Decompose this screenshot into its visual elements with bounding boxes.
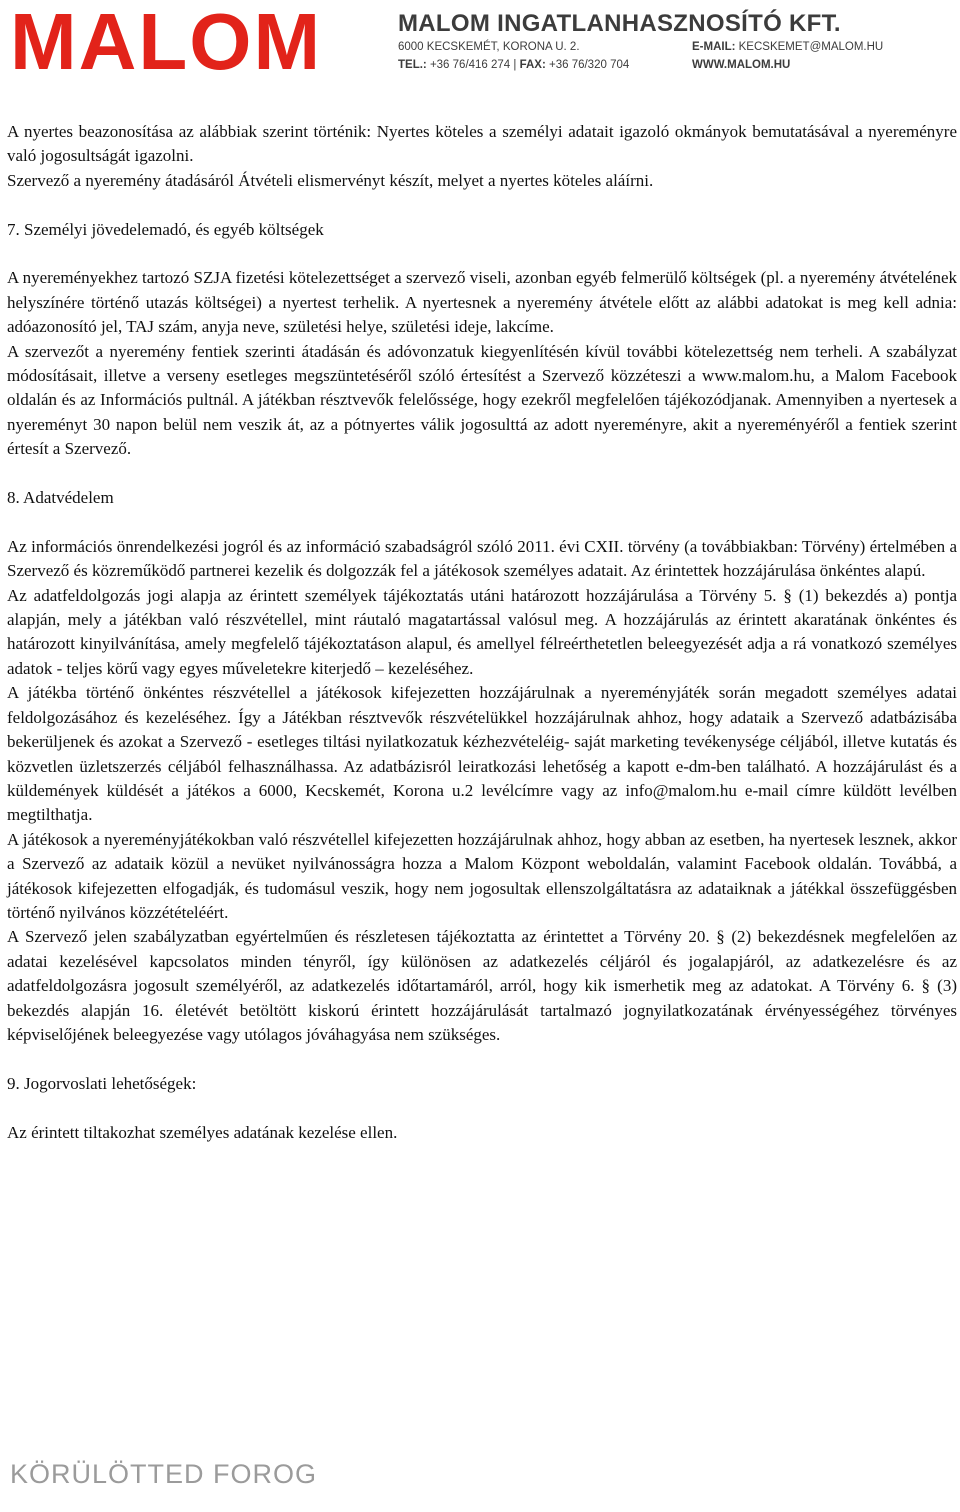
tel-label: TEL.: xyxy=(398,59,427,71)
company-address: 6000 KECSKEMÉT, KORONA U. 2. xyxy=(398,41,580,53)
email-label: E-MAIL: xyxy=(692,41,736,53)
document-body xyxy=(7,120,957,1145)
company-info xyxy=(398,10,884,74)
section-heading-7: 7. Személyi jövedelemadó, és egyéb költségek xyxy=(7,219,324,239)
paragraph-receipt: Szervező a nyeremény átadásáról Átvételi elismervényt készít, melyet a nyertes köteles aláírni. xyxy=(7,170,654,190)
letterhead xyxy=(0,0,960,84)
paragraph-winner-identification: A nyertes beazonosítása az alábbiak szerint történik: Nyertes köteles a személyi adatait igazoló okmányok bemutatásával a nyereményre való jogosultságát igazolni. xyxy=(7,122,957,166)
paragraph-publication: A játékosok a nyereményjátékokban való részvétellel kifejezetten hozzájárulnak ahhoz, hogy abban az esetben, ha nyertesek lesznek, akkor a Szervező az adataik közül a nevüket nyilvánosságra hozza a Malom Központ weboldalán, valamint Facebook oldalán. Továbbá, a játékosok kifejezetten elfogadják, és tudomásul veszik, hogy nem jogosultak ellenszolgáltatásra az adataiknak a játékkal összefüggésben történő nyilvános közzétételéért. xyxy=(7,829,957,922)
tel-value: +36 76/416 274 | xyxy=(426,59,520,71)
fax-value: +36 76/320 704 xyxy=(545,59,630,71)
paragraph-legal-basis: Az adatfeldolgozás jogi alapja az érintett személyek tájékoztatás utáni határozott hozzájárulása a Törvény 5. § (1) bekezdés a) pontja alapján, mely a játékban való részvétellel, mint ráutaló magatartással valósul meg. A hozzájárulás az érintett akaratának önkéntes és határozott kinyilvánítása, amely megfelelő tájékoztatáson alapul, és amellyel félreérthetetlen beleegyezését adja a rá vonatkozó személyes adatok - teljes körű vagy egyes műveletekre kiterjedő – kezeléséhez. xyxy=(7,585,957,678)
paragraph-objection: Az érintett tiltakozhat személyes adatának kezelése ellen. xyxy=(7,1122,398,1142)
paragraph-tax-costs: A nyereményekhez tartozó SZJA fizetési kötelezettséget a szervező viseli, azonban egyéb felmerülő költségek (pl. a nyeremény átvételének helyszínére történő utazás költségei) a nyertest terhelik. A nyertesnek a nyeremény átvétele előtt az alábbi adatokat is meg kell adnia: adóazonosító jel, TAJ szám, anyja neve, születési helye, születési ideje, lakcíme. xyxy=(7,268,957,337)
company-phone xyxy=(398,59,629,71)
malom-logo: MALOM xyxy=(10,0,323,86)
company-email xyxy=(692,38,883,56)
company-name: MALOM INGATLANHASZNOSÍTÓ KFT. xyxy=(398,10,841,37)
paragraph-data-law: Az információs önrendelkezési jogról és az információ szabadságról szóló 2011. évi CXII. törvény (a továbbiakban: Törvény) értelmében a Szervező és közreműködő partnerei kezelik és dolgozzák fel a játékosok személyes adatait. Az érintettek hozzájárulása önkéntes alapú. xyxy=(7,536,957,581)
company-website: WWW.MALOM.HU xyxy=(692,59,791,71)
contact-row-2 xyxy=(398,56,841,74)
paragraph-information: A Szervező jelen szabályzatban egyértelműen és részletesen tájékoztatta az érintettet a Törvény 20. § (2) bekezdésnek megfelelően az adatai kezelésével kapcsolatos minden tényről, így különösen az adatkezelés céljáról és jogalapjáról, az adatkezelésre és az adatfeldolgozásra jogosult személyéről, az adatkezelés időtartamáról, arról, hogy kik ismerhetik meg az adatokat. A Törvény 6. § (3) bekezdés alapján 16. életévét betöltött kiskorú érintett hozzájárulását tartalmazó jognyilatkozatának érvényességéhez törvényes képviselőjének beleegyezése vagy utólagos jóváhagyása nem szükséges. xyxy=(7,927,957,1044)
paragraph-consent: A játékba történő önkéntes részvétellel a játékosok kifejezetten hozzájárulnak a nyereményjáték során megadott személyes adatai feldolgozásához és kezeléséhez. Így a Játékban résztvevők részvételükkel hozzájárulnak ahhoz, hogy adataik a Szervező adatbázisába bekerüljenek és azokat a Szervező - esetleges tiltási nyilatkozatuk kézhezvételéig- saját marketing tevékenysége céljából, illetve kutatás és közvetlen üzletszerzés céljából felhasználhassa. Az adatbázisról leiratkozási lehetőség a kapott e-dm-ben található. A hozzájárulást és a küldemények küldését a játékos a 6000, Kecskemét, Korona u.2 levélcímre vagy az info@malom.hu e-mail címre küldött levélben megtilthatja. xyxy=(7,683,957,825)
footer-slogan: KÖRÜLÖTTED FOROG xyxy=(10,1459,318,1489)
section-heading-8: 8. Adatvédelem xyxy=(7,488,114,508)
section-heading-9: 9. Jogorvoslati lehetőségek: xyxy=(7,1073,197,1093)
paragraph-organizer-obligations: A szervezőt a nyeremény fentiek szerinti átadásán és adóvonzatuk kiegyenlítésén kívül további kötelezettség nem terheli. A szabályzat módosításait, illetve a verseny esetleges megszüntetéséről szóló értesítést a Szervező közzéteszi a www.malom.hu, a Malom Facebook oldalán és az Információs pultnál. A játékban résztvevők felelőssége, hogy ezekről megfelelően tájékozódjanak. Amennyiben a nyertesek a nyereményt 30 napon belül nem veszik át, az a pótnyertes válik jogosulttá az adott nyereményre, akit a nyereményéről a fentiek szerint értesít a Szervező. xyxy=(7,341,957,459)
email-value: KECSKEMET@MALOM.HU xyxy=(735,41,884,53)
fax-label: FAX: xyxy=(519,59,546,71)
contact-row-1 xyxy=(398,38,884,56)
